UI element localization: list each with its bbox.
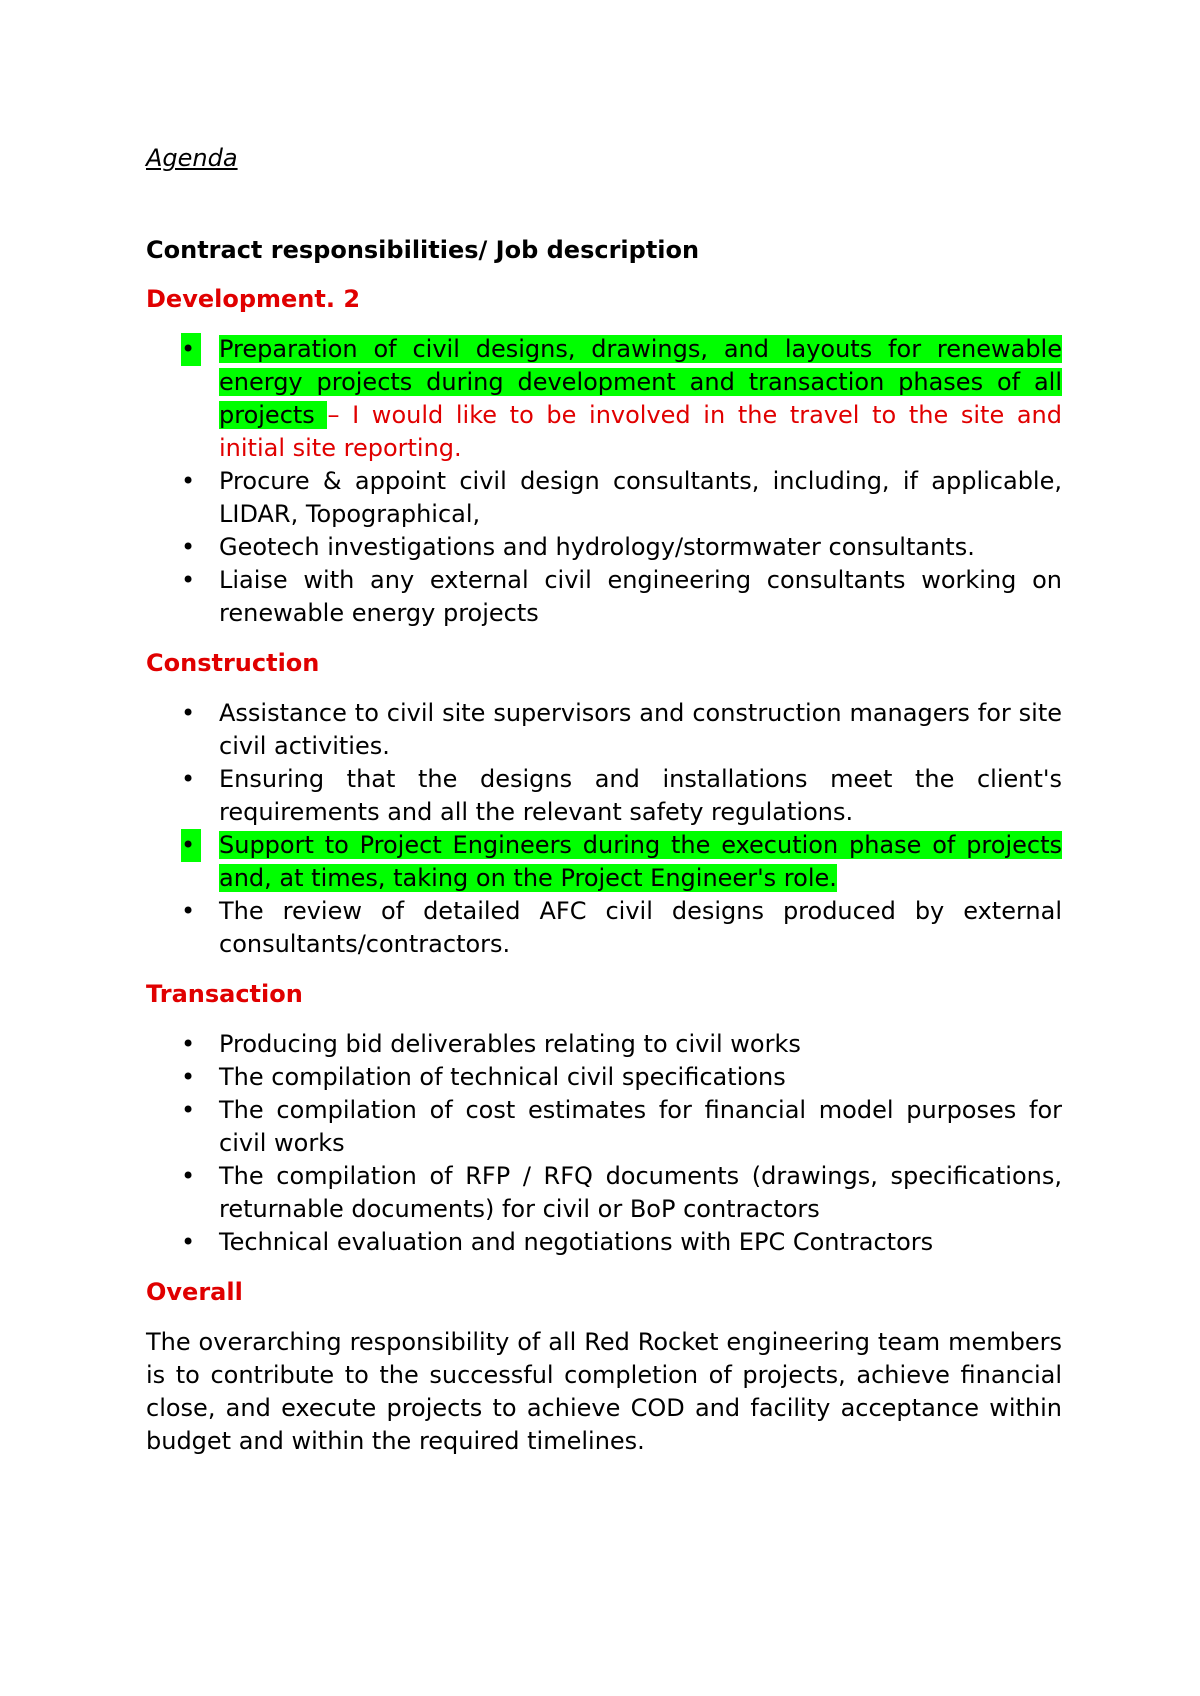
list-item (146, 465, 1062, 531)
red-note-text: – I would like to be involved in the travel to the site and initial site reporting. (219, 401, 1063, 462)
bullet-icon: • (181, 467, 196, 495)
list-item-text: Technical evaluation and negotiations with EPC Contractors (219, 1228, 934, 1256)
bullet-icon: • (181, 699, 196, 727)
section-heading-overall: Overall (146, 1278, 243, 1306)
bullet-icon: • (181, 1063, 196, 1091)
list-item (146, 1226, 1062, 1259)
bullet-icon: • (181, 1030, 196, 1058)
list-item-text: The compilation of cost estimates for financial model purposes for civil works (219, 1096, 1062, 1157)
list-item (146, 531, 1062, 564)
highlighted-text: Support to Project Engineers during the execution phase of projects and, at times, taking on the Project Engineer's role. (219, 831, 1062, 892)
development-list (146, 333, 1062, 630)
list-item (146, 333, 1062, 465)
list-item-text: The compilation of technical civil specifications (219, 1063, 786, 1091)
bullet-icon: • (181, 533, 196, 561)
bullet-icon: • (181, 1096, 196, 1124)
list-item (146, 1094, 1062, 1160)
list-item-text: Procure & appoint civil design consultants, including, if applicable, LIDAR, Topographical, (219, 467, 1062, 528)
list-item-text: The review of detailed AFC civil designs produced by external consultants/contractors. (219, 897, 1062, 958)
bullet-icon: • (181, 765, 196, 793)
list-item (146, 829, 1062, 895)
list-item-text: The compilation of RFP / RFQ documents (drawings, specifications, returnable documents) for civil or BoP contractors (219, 1162, 1062, 1223)
list-item-text: Liaise with any external civil engineering consultants working on renewable energy projects (219, 566, 1062, 627)
document-page (146, 142, 1062, 1458)
list-item (146, 895, 1062, 961)
construction-list (146, 697, 1062, 961)
document-title: Contract responsibilities/ Job description (146, 236, 700, 264)
section-heading-transaction: Transaction (146, 980, 303, 1008)
bullet-icon: • (181, 829, 201, 862)
bullet-icon: • (181, 1162, 196, 1190)
list-item (146, 1061, 1062, 1094)
agenda-title: Agenda (146, 144, 238, 172)
list-item (146, 564, 1062, 630)
list-item-text: Assistance to civil site supervisors and construction managers for site civil activities. (219, 699, 1062, 760)
transaction-list (146, 1028, 1062, 1259)
overall-paragraph: The overarching responsibility of all Red Rocket engineering team members is to contribute to the successful completion of projects, achieve financial close, and execute projects to achieve COD and facility acceptance within budget and within the required timelines. (146, 1328, 1062, 1455)
list-item-text: Ensuring that the designs and installations meet the client's requirements and all the relevant safety regulations. (219, 765, 1062, 826)
list-item (146, 697, 1062, 763)
highlighted-text: Preparation of civil designs, drawings, and layouts for renewable energy projects during development and transaction phases of all projects (219, 335, 1062, 429)
list-item-text: Producing bid deliverables relating to civil works (219, 1030, 801, 1058)
list-item-text: Geotech investigations and hydrology/stormwater consultants. (219, 533, 975, 561)
section-heading-development: Development. 2 (146, 285, 361, 313)
section-heading-construction: Construction (146, 649, 320, 677)
bullet-icon: • (181, 897, 196, 925)
bullet-icon: • (181, 333, 201, 366)
list-item (146, 763, 1062, 829)
list-item (146, 1160, 1062, 1226)
list-item (146, 1028, 1062, 1061)
bullet-icon: • (181, 1228, 196, 1256)
bullet-icon: • (181, 566, 196, 594)
